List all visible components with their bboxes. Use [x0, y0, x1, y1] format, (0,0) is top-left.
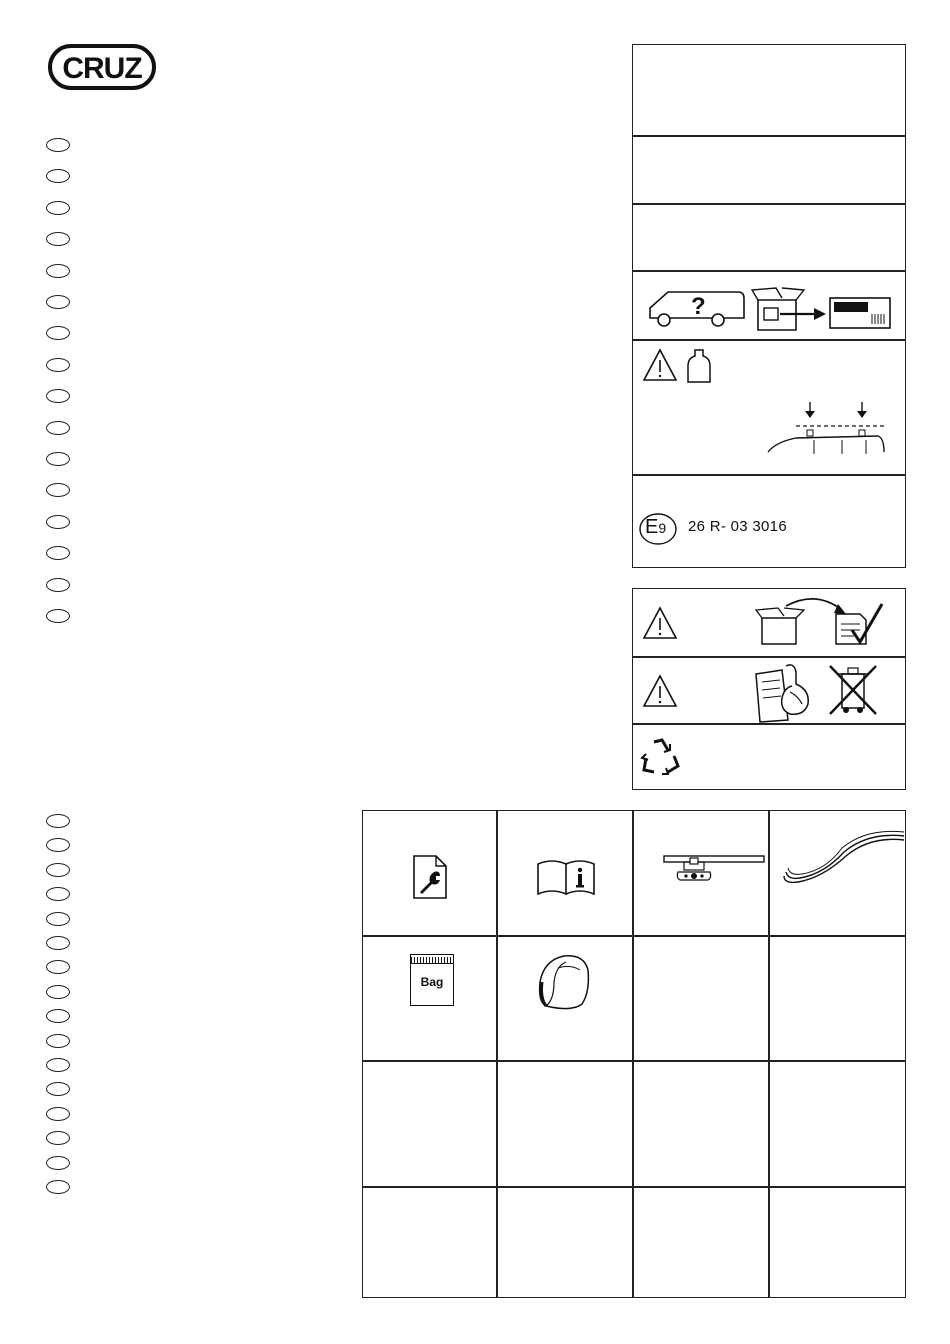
no-trash-icon	[828, 664, 878, 721]
end-cap-icon	[536, 952, 592, 1019]
divider	[632, 474, 906, 476]
warning-icon	[642, 606, 678, 645]
language-marker	[46, 1156, 70, 1170]
language-marker	[46, 389, 70, 403]
language-marker	[46, 358, 70, 372]
hardware-bag-icon	[410, 954, 454, 1006]
language-marker	[46, 264, 70, 278]
language-marker	[46, 578, 70, 592]
language-marker	[46, 1058, 70, 1072]
info-manual-icon	[536, 858, 596, 901]
bag-seal	[411, 957, 453, 964]
cruz-logo	[48, 44, 156, 90]
language-marker	[46, 232, 70, 246]
language-marker	[46, 1107, 70, 1121]
warning-icon	[642, 674, 678, 713]
recycle-icon	[638, 736, 682, 783]
language-marker	[46, 169, 70, 183]
warning-icon	[642, 348, 678, 387]
language-marker	[46, 1131, 70, 1145]
divider	[632, 270, 906, 272]
language-marker	[46, 814, 70, 828]
language-marker	[46, 1180, 70, 1194]
divider	[632, 203, 906, 205]
grid-line	[362, 935, 906, 937]
roof-load-points-icon	[766, 402, 886, 463]
language-marker	[46, 515, 70, 529]
language-marker	[46, 960, 70, 974]
language-marker	[46, 1009, 70, 1023]
language-marker	[46, 295, 70, 309]
bag-label: Bag	[420, 975, 444, 989]
divider	[632, 339, 906, 341]
language-marker	[46, 1034, 70, 1048]
logo-text: CRUZ	[62, 52, 142, 85]
grid-line	[362, 1060, 906, 1062]
language-marker	[46, 887, 70, 901]
language-marker	[46, 1082, 70, 1096]
approval-mark-letter: E	[645, 516, 659, 538]
language-marker	[46, 326, 70, 340]
language-marker	[46, 421, 70, 435]
keep-instructions-icon	[752, 662, 812, 729]
language-marker	[46, 838, 70, 852]
approval-number: 26 R- 03 3016	[688, 518, 787, 535]
grid-line	[496, 810, 498, 1298]
svg-text:?: ?	[691, 293, 706, 320]
language-marker	[46, 546, 70, 560]
language-marker	[46, 483, 70, 497]
language-marker	[46, 985, 70, 999]
weight-icon	[686, 348, 712, 389]
language-marker	[46, 609, 70, 623]
approval-country-code: 9	[658, 520, 667, 536]
language-marker	[46, 201, 70, 215]
language-marker	[46, 138, 70, 152]
grid-line	[768, 810, 770, 1298]
language-marker	[46, 863, 70, 877]
roof-bar-foot-icon	[662, 852, 766, 891]
box-to-label-icon	[752, 286, 894, 337]
grid-line	[632, 810, 634, 1298]
language-marker	[46, 936, 70, 950]
van-question-icon	[646, 284, 746, 335]
divider	[632, 656, 906, 658]
check-contents-icon	[756, 598, 886, 655]
instructions-wrench-icon	[412, 854, 448, 905]
language-marker	[46, 912, 70, 926]
grid-line	[362, 1186, 906, 1188]
rubber-strip-icon	[782, 832, 906, 897]
language-marker	[46, 452, 70, 466]
divider	[632, 135, 906, 137]
